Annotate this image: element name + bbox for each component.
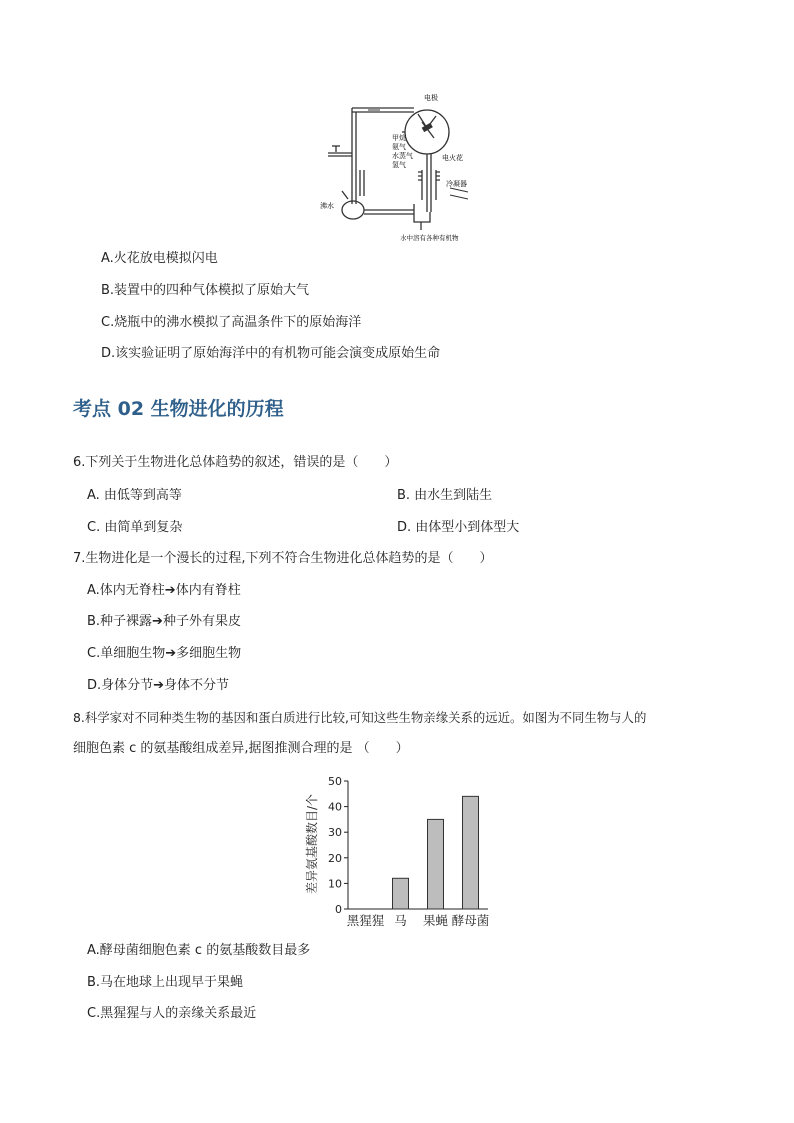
x-tick-label-4: 酵母菌 (451, 913, 490, 928)
q6-option-b: B. 由水生到陆生 (397, 488, 493, 503)
q7-option-c: C.单细胞生物➔多细胞生物 (87, 646, 242, 661)
q8-stem-line-1: 8.科学家对不同种类生物的基因和蛋白质进行比较,可知这些生物亲缘关系的远近。如图为不同生物与人的 (73, 710, 647, 725)
q6-option-d: D. 由体型小到体型大 (397, 520, 520, 535)
label-gas-2: 氨气 (392, 143, 406, 151)
q5-option-c: C.烧瓶中的沸水模拟了高温条件下的原始海洋 (101, 315, 362, 330)
section-title: 考点 02 生物进化的历程 (73, 398, 284, 420)
q5-option-d: D.该实验证明了原始海洋中的有机物可能会演变成原始生命 (101, 346, 441, 361)
bar-2 (393, 878, 409, 909)
y-tick-label-50: 50 (328, 775, 342, 788)
label-gas-3: 水蒸气 (392, 152, 413, 160)
q5-option-b: B.装置中的四种气体模拟了原始大气 (101, 283, 310, 298)
label-spark: 电火花 (442, 154, 463, 162)
q5-option-a: A.火花放电模拟闪电 (101, 251, 218, 266)
x-tick-label-1: 黑猩猩 (346, 913, 385, 928)
label-electrode: 电极 (424, 94, 438, 102)
x-tick-label-2: 马 (394, 913, 407, 928)
label-gas-1: 甲烷 (392, 134, 406, 142)
y-tick-label-0: 0 (335, 903, 342, 916)
bar-4 (463, 796, 479, 909)
q6-option-c: C. 由简单到复杂 (87, 520, 183, 535)
label-boiling: 沸水 (320, 202, 334, 210)
chart-y-axis-label: 差异氨基酸数目/个 (305, 793, 319, 895)
label-gas-4: 氢气 (392, 161, 406, 169)
q8-option-b: B.马在地球上出现早于果蝇 (87, 975, 244, 990)
bar-3 (428, 819, 444, 909)
y-tick-label-30: 30 (328, 826, 342, 840)
y-tick-label-10: 10 (328, 877, 342, 891)
y-tick-label-20: 20 (328, 851, 342, 865)
q7-option-d: D.身体分节➔身体不分节 (87, 678, 230, 693)
label-condenser: 冷凝器 (446, 180, 467, 188)
q8-stem-line-2: 细胞色素 c 的氨基酸组成差异,据图推测合理的是 （ ） (73, 741, 409, 756)
q8-option-a: A.酵母菌细胞色素 c 的氨基酸数目最多 (87, 943, 311, 958)
x-tick-label-3: 果蝇 (422, 913, 449, 928)
q7-option-a: A.体内无脊柱➔体内有脊柱 (87, 583, 241, 598)
q8-option-c: C.黑猩猩与人的亲缘关系最近 (87, 1006, 257, 1021)
q6-stem: 6.下列关于生物进化总体趋势的叙述，错误的是（ ） (73, 455, 398, 470)
miller-apparatus-figure (318, 92, 480, 244)
label-bottom: 水中溶有各种有机物 (400, 234, 459, 242)
q7-stem: 7.生物进化是一个漫长的过程,下列不符合生物进化总体趋势的是（ ） (73, 551, 493, 566)
amino-acid-difference-chart (296, 772, 496, 932)
y-tick-label-40: 40 (328, 800, 342, 814)
q7-option-b: B.种子裸露➔种子外有果皮 (87, 614, 241, 629)
q6-option-a: A. 由低等到高等 (87, 488, 182, 503)
